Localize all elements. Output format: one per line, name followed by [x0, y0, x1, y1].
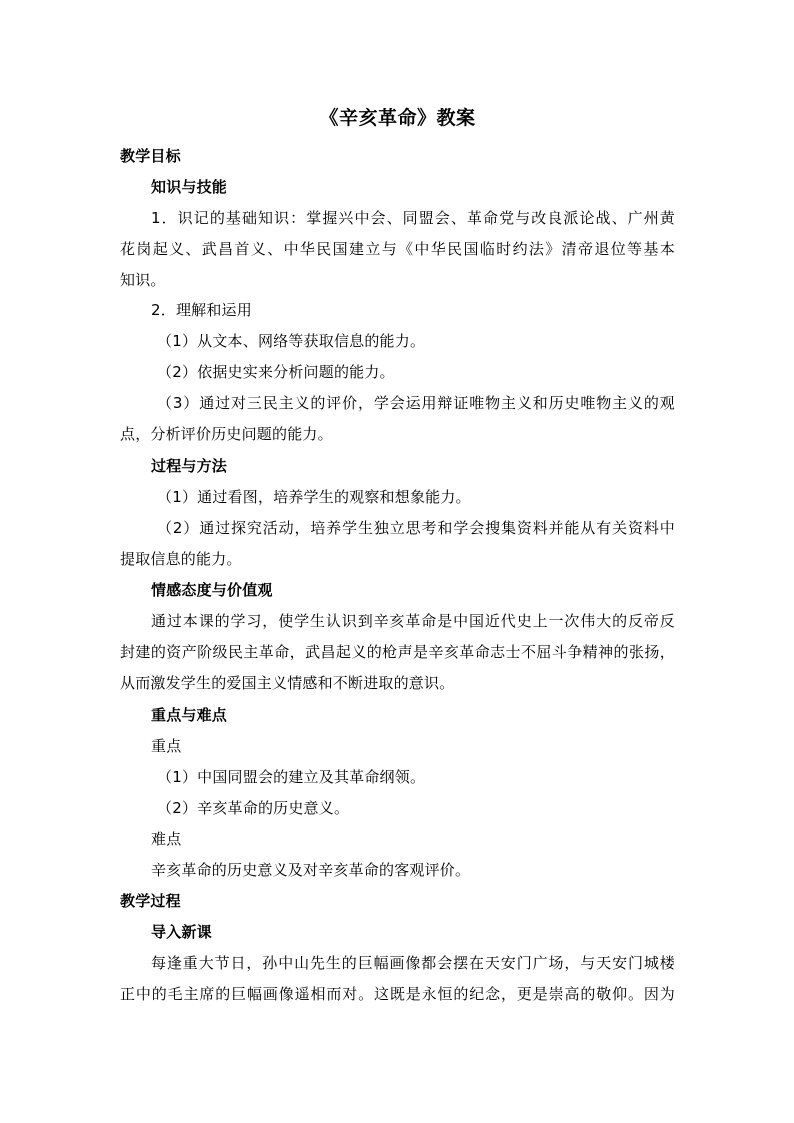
paragraph-line: 点，分析评价历史问题的能力。 — [120, 425, 333, 443]
heading-emotion-values: 情感态度与价值观 — [151, 581, 273, 599]
paragraph-line: 知识。 — [120, 271, 166, 289]
list-item: （1）通过看图，培养学生的观察和想象能力。 — [157, 488, 471, 506]
list-item: （1）从文本、网络等获取信息的能力。 — [157, 332, 426, 350]
heading-teaching-goals: 教学目标 — [120, 147, 181, 165]
paragraph-line: 每逢重大节日，孙中山先生的巨幅画像都会摆在天安门广场，与天安门城楼 — [151, 954, 675, 972]
heading-introduction: 导入新课 — [151, 923, 212, 941]
list-item: （2）辛亥革命的历史意义。 — [157, 799, 350, 817]
paragraph-line: 从而激发学生的爱国主义情感和不断进取的意识。 — [120, 674, 455, 692]
heading-knowledge-skills: 知识与技能 — [151, 178, 228, 196]
paragraph-line: 封建的资产阶级民主革命，武昌起义的枪声是辛亥革命志士不屈斗争精神的张扬， — [120, 643, 675, 661]
heading-teaching-process: 教学过程 — [120, 892, 181, 910]
paragraph-line: 1．识记的基础知识：掌握兴中会、同盟会、革命党与改良派论战、广州黄 — [151, 209, 675, 227]
list-item: （2）依据史实来分析问题的能力。 — [157, 363, 395, 381]
paragraph-line: 正中的毛主席的巨幅画像遥相而对。这既是永恒的纪念，更是崇高的敬仰。因为 — [120, 985, 675, 1003]
list-item: （3）通过对三民主义的评价，学会运用辩证唯物主义和历史唯物主义的观 — [157, 394, 675, 412]
document-title: 《辛亥革命》教案 — [319, 107, 476, 129]
heading-process-methods: 过程与方法 — [151, 457, 228, 475]
label-difficult-points: 难点 — [151, 830, 182, 848]
paragraph-line: 2．理解和运用 — [151, 301, 252, 319]
paragraph-line: 提取信息的能力。 — [120, 550, 242, 568]
paragraph-line: 通过本课的学习，使学生认识到辛亥革命是中国近代史上一次伟大的反帝反 — [151, 612, 675, 630]
heading-key-difficult-points: 重点与难点 — [151, 706, 228, 724]
paragraph-line: 辛亥革命的历史意义及对辛亥革命的客观评价。 — [151, 861, 471, 879]
list-item: （1）中国同盟会的建立及其革命纲领。 — [157, 768, 426, 786]
list-item: （2）通过探究活动，培养学生独立思考和学会搜集资料并能从有关资料中 — [157, 519, 675, 537]
document-page — [120, 0, 675, 1123]
label-key-points: 重点 — [151, 737, 182, 755]
paragraph-line: 花岗起义、武昌首义、中华民国建立与《中华民国临时约法》清帝退位等基本 — [120, 240, 675, 258]
